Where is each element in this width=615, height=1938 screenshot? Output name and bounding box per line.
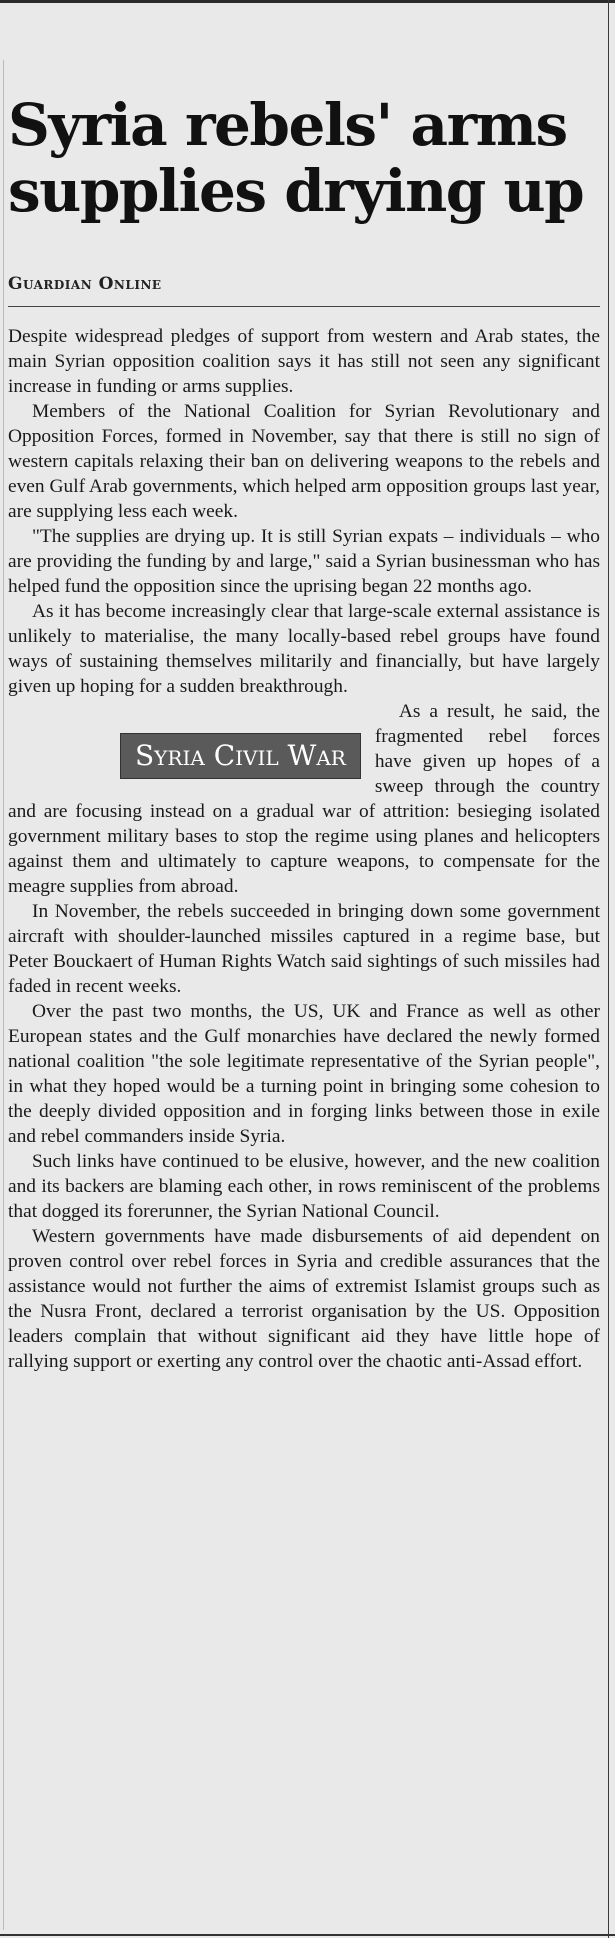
paragraph: "The supplies are drying up. It is still Syrian expats – individuals – who are providing the funding by and large," said a Syrian businessman who has helped fund the opposition since the uprising began 22 months ago. xyxy=(8,526,600,597)
right-border xyxy=(608,0,609,1938)
paragraph: In November, the rebels succeeded in bringing down some government aircraft with shoulder-launched missiles captured in a regime base, but Peter Bouckaert of Human Rights Watch said sightings of such missiles had faded in recent weeks. xyxy=(8,901,600,997)
byline-divider xyxy=(8,306,600,307)
top-border xyxy=(0,0,615,3)
paragraph: As it has become increasingly clear that large-scale external assistance is unlikely to materialise, the many locally-based rebel groups have found ways of sustaining themselves militarily and financially, but have largely given up hoping for a sudden breakthrough. xyxy=(8,601,600,697)
left-border xyxy=(3,60,4,1930)
paragraph: Over the past two months, the US, UK and France as well as other European states and the Gulf monarchies have declared the newly formed national coalition "the sole legitimate representative of the Syrian people", in what they hoped would be a turning point in bringing some cohesion to the deeply divided opposition and in forging links between those in exile and rebel commanders inside Syria. xyxy=(8,1001,600,1147)
paragraph: Such links have continued to be elusive, however, and the new coalition and its backers are blaming each other, in rows reminiscent of the problems that dogged its forerunner, the Syrian National Council. xyxy=(8,1151,600,1222)
byline: Guardian Online xyxy=(8,274,162,294)
paragraph: As a result, he said, the fragmented rebel forces have given up hopes of a sweep through the country and are focusing instead on a gradual war of attrition: besieging isolated government military bases to stop the regime using planes and helicopters against them and ultimately to capture weapons, to compensate for the meagre supplies from abroad. xyxy=(8,701,600,897)
paragraph: Western governments have made disbursements of aid dependent on proven control over rebel forces in Syria and credible assurances that the assistance would not further the aims of extremist Islamist groups such as the Nusra Front, declared a terrorist organisation by the US. Opposition leaders complain that without significant aid they have little hope of rallying support or exerting any control over the chaotic anti-Assad effort. xyxy=(8,1226,600,1372)
paragraph: Despite widespread pledges of support from western and Arab states, the main Syrian opposition coalition says it has still not seen any significant increase in funding or arms supplies. xyxy=(8,326,600,397)
bottom-border xyxy=(0,1934,615,1936)
paragraph: Members of the National Coalition for Syrian Revolutionary and Opposition Forces, formed in November, say that there is still no sign of western capitals relaxing their ban on delivering weapons to the rebels and even Gulf Arab governments, which helped arm opposition groups last year, are supplying less each week. xyxy=(8,401,600,522)
headline: Syria rebels' arms supplies drying up xyxy=(8,91,584,225)
section-badge: Syria Civil War xyxy=(120,733,361,779)
article-body xyxy=(8,324,600,1374)
